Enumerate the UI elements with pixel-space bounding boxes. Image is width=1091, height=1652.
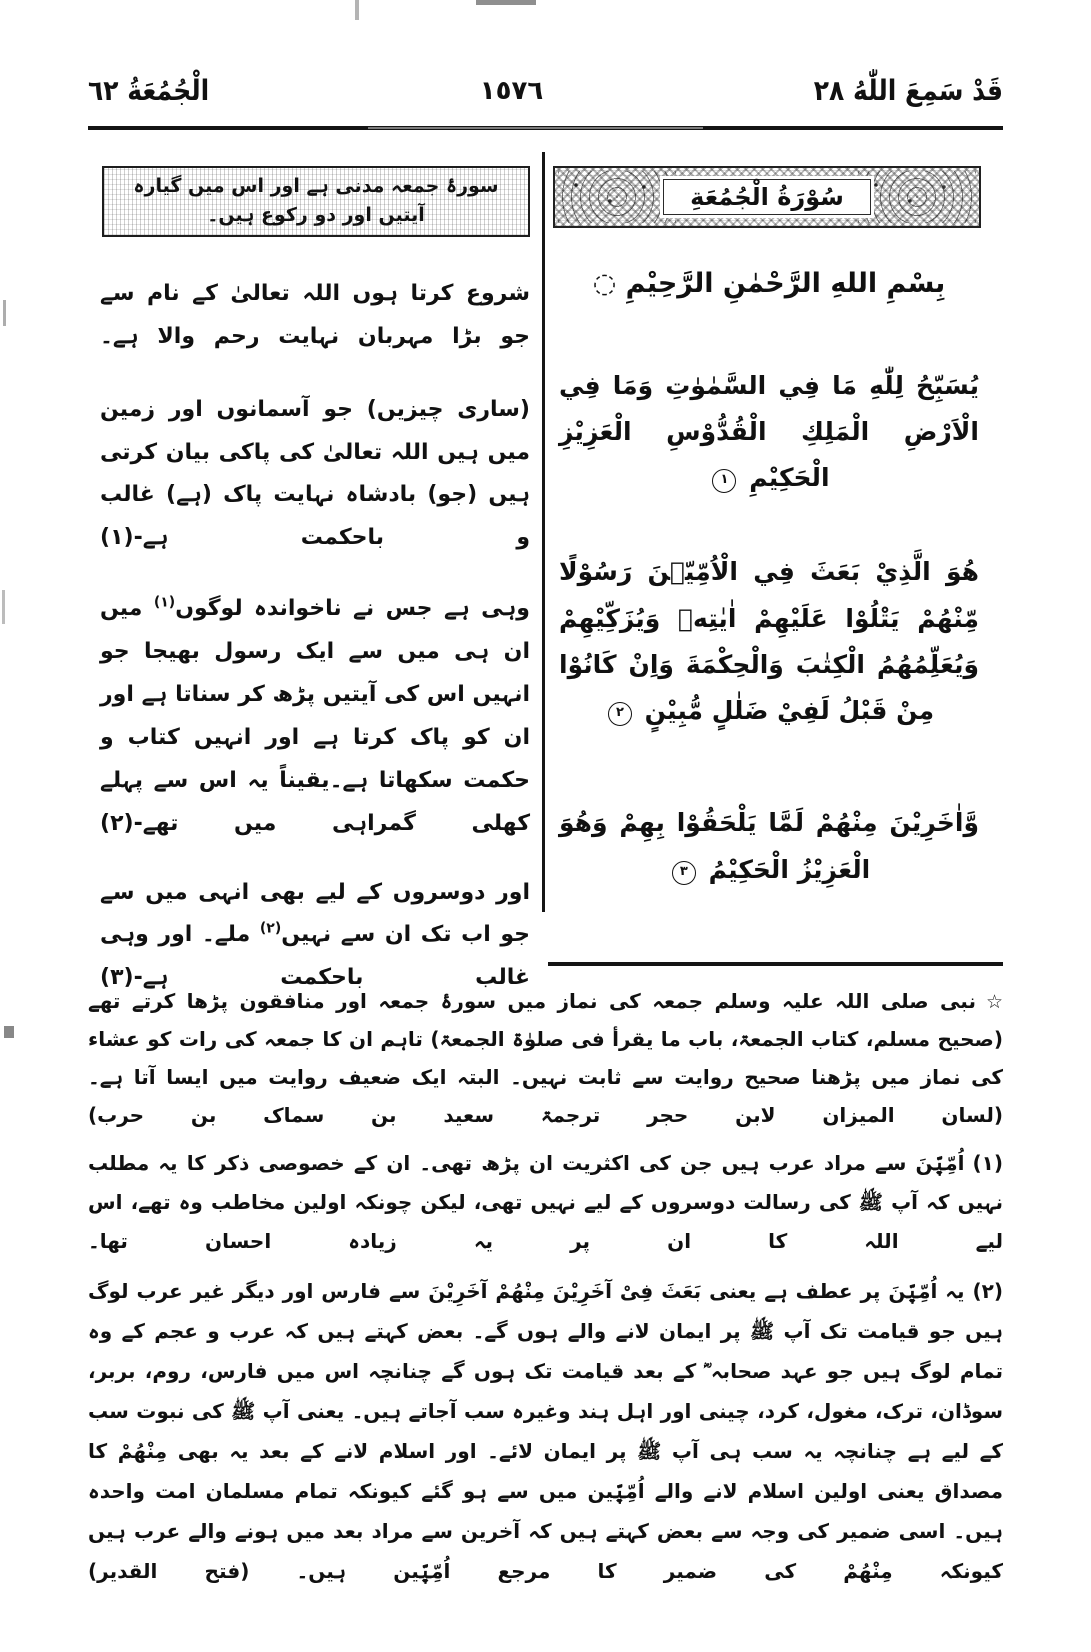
ayah-3 [555, 800, 983, 893]
ayah-1-number: ١ [712, 469, 736, 493]
translation-verse-3-text-b: ملے۔ اور وہی غالب باحکمت ہے- [100, 922, 530, 991]
translation-verse-2-number: (۲) [100, 810, 134, 836]
scan-artifact-mark [476, 0, 536, 5]
page-number: ١٥٧٦ [479, 76, 544, 106]
ayah-2-text: هُوَ الَّذِيْ بَعَثَ فِي الْاُمِّيّٖنَ رَسُوْلًا مِّنْهُمْ يَتْلُوْا عَلَيْهِمْ اٰيٰتِهٖ وَيُزَكِّيْهِمْ وَيُعَلِّمُهُمُ الْكِتٰبَ وَالْحِكْمَةَ وَاِنْ كَانُوْا مِنْ قَبْلُ لَفِيْ ضَلٰلٍ مُّبِيْنٍ [559, 557, 979, 725]
surah-title-header: الْجُمُعَةُ ٦٢ [88, 74, 210, 107]
ayah-3-number: ٣ [672, 861, 696, 885]
translation-verse-1-text: (ساری چیزیں) جو آسمانوں اور زمین میں ہیں اللہ تعالیٰ کی پاکی بیان کرتی ہیں (جو) بادشاہ نہایت پاک (ہے) غالب و باحکمت ہے- [100, 396, 530, 551]
translation-verse-2-text-b: میں ان ہی میں سے ایک رسول بھیجا جو انہیں اس کی آیتیں پڑھ کر سناتا ہے اور ان کو پاک کرتا ہے اور انہیں کتاب و حکمت سکھاتا ہے۔یقیناً یہ اس سے پہلے کھلی گمراہی میں تھے- [100, 596, 530, 836]
footnote-2 [88, 1271, 1003, 1591]
ayah-2-number: ٢ [608, 702, 632, 726]
translation-verse-1-number: (۱) [100, 525, 134, 551]
footnote-1-text: اُمِّیّٖنَ سے مراد عرب ہیں جن کی اکثریت ان پڑھ تھی۔ ان کے خصوصی ذکر کا یہ مطلب نہیں کہ آپ ﷺ کی رسالت دوسروں کے لیے نہیں تھی، لیکن چونکہ اولین مخاطب وہ تھے، اس لیے اللہ کا ان پر یہ زیادہ احسان تھا۔ [88, 1151, 1003, 1254]
footnote-2-marker: (۲) [972, 1279, 1003, 1304]
translation-verse-2 [100, 588, 530, 845]
translation-verse-2-text-a: وہی ہے جس نے ناخواندہ لوگوں [175, 596, 530, 622]
scan-artifact-mark [3, 300, 6, 326]
footnote-1 [88, 1144, 1003, 1261]
scan-artifact-mark [4, 1026, 14, 1038]
scan-artifact-mark [2, 590, 5, 624]
scan-artifact-mark [355, 0, 359, 20]
bismillah-translation: شروع کرتا ہوں اللہ تعالیٰ کے نام سے جو بڑا مہربان نہایت رحم والا ہے۔ [100, 280, 530, 349]
ayah-2 [555, 549, 983, 734]
translation-verse-3-text-a: اور دوسروں کے لیے بھی انہی میں سے جو اب تک ان سے نہیں [100, 879, 531, 948]
header-divider [88, 126, 1003, 130]
footnote-ref-2[interactable]: (۲) [259, 921, 282, 938]
footnote-2-text: یہ اُمِّیّٖنَ پر عطف ہے یعنی بَعَثَ فِیْ آخَرِیْنَ مِنْهُمْ آخَرِیْنَ سے فارس اور دیگر غیر عرب لوگ ہیں جو قیامت تک آپ ﷺ پر ایمان لانے والے ہوں گے۔ بعض کہتے ہیں کہ عرب و عجم کے وہ تمام لوگ ہیں جو عہد صحابہ ؓ کے بعد قیامت تک ہوں گے چنانچہ اس میں فارس، روم، بربر، سوڈان، ترک، مغول، کرد، چینی اور اہل ہند وغیرہ سب آجاتے ہیں۔ یعنی آپ ﷺ کی نبوت سب کے لیے ہے چنانچہ یہ سب ہی آپ ﷺ پر ایمان لائے۔ اور اسلام لانے کے بعد یہ بھی مِنْهُمْ کا مصداق یعنی اولین اسلام لانے والے اُمِّیّٖین میں سے ہو گئے کیونکہ تمام مسلمان امت واحدہ ہیں۔ اسی ضمیر کی وجہ سے بعض کہتے ہیں کہ آخرین سے مراد بعد میں ہونے والے عرب ہیں کیونکہ مِنْهُمْ کی ضمیر کا مرجع اُمِّیّٖین ہیں۔ (فتح القدیر) [88, 1279, 1003, 1584]
translation-verse-3 [100, 872, 530, 1001]
footnote-ref-1[interactable]: (۱) [153, 594, 176, 611]
surah-info-box [102, 166, 530, 237]
translation-verse-3-number: (۳) [100, 965, 134, 991]
arabic-text-block [555, 264, 983, 893]
urdu-translation-column [88, 152, 545, 991]
footnote-divider [548, 962, 1003, 966]
surah-info-text: سورۂ جمعہ مدنی ہے اور اس میں گیارہ آیتیں اور دو رکوع ہیں۔ [133, 175, 499, 227]
star-icon: ☆ [985, 991, 1003, 1013]
running-head [88, 74, 1003, 120]
banner-frame [663, 179, 871, 215]
ayah-1-text: يُسَبِّحُ لِلّٰهِ مَا فِي السَّمٰوٰتِ وَمَا فِي الْاَرْضِ الْمَلِكِ الْقُدُّوْسِ الْعَزِيْزِ الْحَكِيْمِ [559, 370, 979, 492]
bismillah-arabic: بِسْمِ اللهِ الرَّحْمٰنِ الرَّحِيْمِ ◌ [592, 268, 946, 299]
translation-verse-1 [100, 389, 530, 561]
juz-title: قَدْ سَمِعَ اللّٰهُ ٢٨ [813, 74, 1003, 107]
footnotes-section [88, 982, 1003, 1597]
surah-ornamental-banner [553, 166, 981, 228]
ayah-1 [555, 363, 983, 502]
footnote-1-marker: (۱) [972, 1151, 1003, 1176]
footnote-star-note [88, 982, 1003, 1134]
footnote-star-text: نبی صلی اللہ علیہ وسلم جمعہ کی نماز میں سورۂ جمعہ اور منافقون پڑھا کرتے تھے (صحیح مسلم، کتاب الجمعۃ، باب ما یقرأ فی صلوٰۃ الجمعۃ) تاہم ان کا جمعہ کی رات کو عشاء کی نماز میں پڑھنا صحیح روایت سے ثابت نہیں۔ البتہ ایک ضعیف روایت میں ایسا آتا ہے۔ (لسان المیزان لابن حجر ترجمۃ سعید بن سماک بن حرب) [88, 989, 1003, 1128]
arabic-column [545, 152, 1003, 912]
ayah-3-text: وَّاٰخَرِيْنَ مِنْهُمْ لَمَّا يَلْحَقُوْا بِهِمْ وَهُوَ الْعَزِيْزُ الْحَكِيْمُ [559, 808, 979, 884]
surah-banner-title: سُوْرَةُ الْجُمُعَةِ [690, 183, 844, 211]
two-column-body [88, 152, 1003, 991]
